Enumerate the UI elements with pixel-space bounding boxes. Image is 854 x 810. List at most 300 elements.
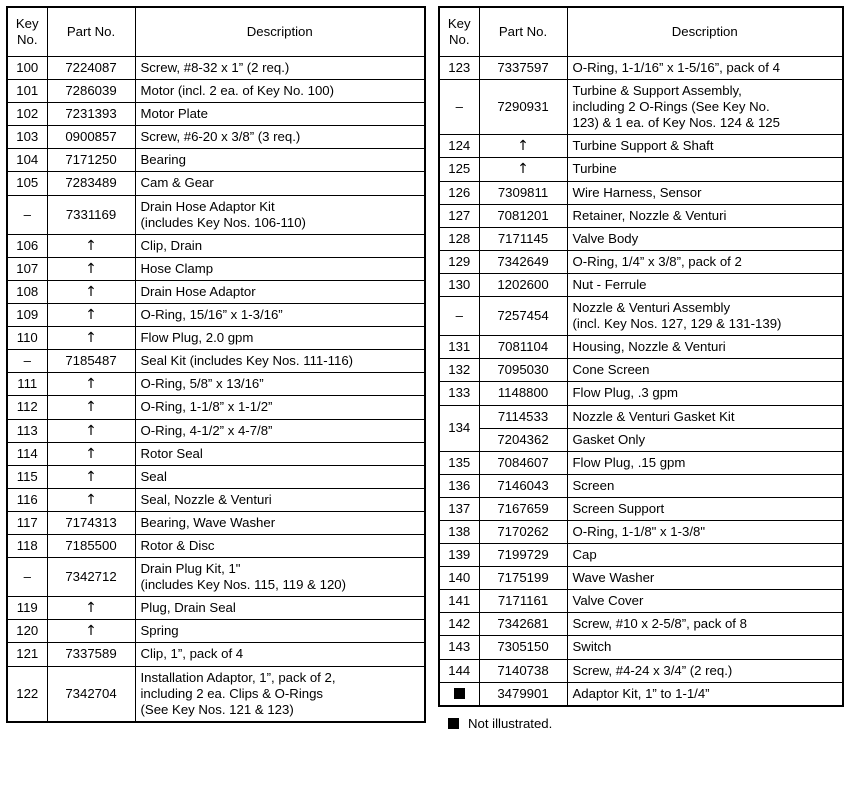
header-key-line1: Key <box>15 15 39 31</box>
part-no-ditto-arrow-icon <box>47 327 135 350</box>
key-no-cell: 124 <box>439 135 479 158</box>
part-no-cell: 7331169 <box>47 195 135 234</box>
table-row <box>7 304 425 327</box>
part-no-cell: 7171145 <box>479 227 567 250</box>
table-row <box>7 597 425 620</box>
description-line: Turbine <box>572 161 617 177</box>
filled-square-icon <box>448 718 459 729</box>
key-no-cell: 113 <box>7 419 47 442</box>
column-header-key-no <box>439 7 479 57</box>
description-cell <box>135 511 425 534</box>
description-cell <box>135 195 425 234</box>
description-line: Valve Cover <box>572 593 644 609</box>
description-line: Clip, Drain <box>140 237 203 253</box>
part-no-cell: 7231393 <box>47 103 135 126</box>
key-no-cell: 119 <box>7 597 47 620</box>
table-row <box>7 511 425 534</box>
up-arrow-icon: ↑ <box>85 376 97 393</box>
header-row <box>439 7 843 57</box>
column-header-description: Description <box>567 7 843 57</box>
description-line: 123) & 1 ea. of Key Nos. 124 & 125 <box>572 115 780 131</box>
description-line: (incl. Key Nos. 127, 129 & 131-139) <box>572 316 782 332</box>
key-no-cell: 114 <box>7 442 47 465</box>
description-cell <box>567 135 843 158</box>
header-key-line2: No. <box>16 32 38 47</box>
description-cell <box>567 613 843 636</box>
key-no-cell: 144 <box>439 659 479 682</box>
description-line: Nut - Ferrule <box>572 276 647 292</box>
table-row <box>7 488 425 511</box>
table-row <box>7 558 425 597</box>
parts-table-left <box>6 6 426 723</box>
table-row <box>439 682 843 706</box>
description-line: (See Key Nos. 121 & 123) <box>140 701 294 717</box>
column-header-key-no <box>7 7 47 57</box>
table-body-left <box>7 57 425 722</box>
table-row <box>7 373 425 396</box>
description-line: Cap <box>572 547 597 563</box>
table-row <box>439 590 843 613</box>
part-no-ditto-arrow-icon <box>47 280 135 303</box>
table-body-right <box>439 57 843 706</box>
description-cell <box>567 497 843 520</box>
description-line: Drain Hose Adaptor <box>140 283 256 299</box>
table-row <box>7 327 425 350</box>
description-line: (includes Key Nos. 106-110) <box>140 214 306 230</box>
description-cell <box>135 488 425 511</box>
description-cell <box>567 405 843 428</box>
footnote-text: Not illustrated. <box>468 715 553 731</box>
key-no-cell: 112 <box>7 396 47 419</box>
description-line: O-Ring, 1-1/8" x 1-3/8" <box>572 523 705 539</box>
key-no-cell: 122 <box>7 666 47 722</box>
part-no-cell: 7204362 <box>479 428 567 451</box>
part-no-cell: 7305150 <box>479 636 567 659</box>
table-row <box>7 234 425 257</box>
part-no-ditto-arrow-icon <box>47 597 135 620</box>
description-cell <box>567 158 843 181</box>
description-line: Bearing, Wave Washer <box>140 514 276 530</box>
key-no-cell: 100 <box>7 57 47 80</box>
key-no-cell: 130 <box>439 273 479 296</box>
description-cell <box>567 204 843 227</box>
key-no-cell: 143 <box>439 636 479 659</box>
description-line: Screen <box>572 477 615 493</box>
description-line: Plug, Drain Seal <box>140 600 236 616</box>
description-cell <box>135 172 425 195</box>
description-line: Flow Plug, .15 gpm <box>572 454 686 470</box>
description-cell <box>135 534 425 557</box>
key-no-cell: 110 <box>7 327 47 350</box>
key-no-cell: 139 <box>439 544 479 567</box>
key-no-cell: 105 <box>7 172 47 195</box>
up-arrow-icon: ↑ <box>85 623 97 640</box>
key-no-cell: 120 <box>7 620 47 643</box>
part-no-cell: 7140738 <box>479 659 567 682</box>
key-no-cell: 106 <box>7 234 47 257</box>
header-key-line1: Key <box>447 15 471 31</box>
description-cell <box>567 590 843 613</box>
table-row <box>439 181 843 204</box>
table-row <box>439 57 843 80</box>
description-line: O-Ring, 4-1/2” x 4-7/8” <box>140 422 273 438</box>
table-row <box>7 534 425 557</box>
part-no-cell: 7171161 <box>479 590 567 613</box>
description-cell <box>135 280 425 303</box>
description-line: Cam & Gear <box>140 175 214 191</box>
description-line: Switch <box>572 639 612 655</box>
table-row <box>439 520 843 543</box>
part-no-cell: 7342704 <box>47 666 135 722</box>
description-line: Adaptor Kit, 1” to 1-1/4” <box>572 685 710 701</box>
description-line: Screw, #10 x 2-5/8”, pack of 8 <box>572 616 747 632</box>
key-no-cell: 102 <box>7 103 47 126</box>
key-no-cell: 137 <box>439 497 479 520</box>
part-no-cell: 7185487 <box>47 350 135 373</box>
description-line: Retainer, Nozzle & Venturi <box>572 207 727 223</box>
description-cell <box>567 382 843 405</box>
description-line: Valve Body <box>572 230 639 246</box>
description-cell <box>567 682 843 706</box>
description-line: Installation Adaptor, 1”, pack of 2, <box>140 669 336 685</box>
table-row <box>439 613 843 636</box>
part-no-cell: 7175199 <box>479 567 567 590</box>
table-row <box>7 257 425 280</box>
description-cell <box>567 474 843 497</box>
description-line: Seal Kit (includes Key Nos. 111-116) <box>140 353 354 369</box>
description-line: Screw, #8-32 x 1” (2 req.) <box>140 60 290 75</box>
description-cell <box>567 80 843 135</box>
description-cell <box>135 327 425 350</box>
up-arrow-icon: ↑ <box>85 445 97 462</box>
table-row <box>7 666 425 722</box>
column-header-part-no: Part No. <box>47 7 135 57</box>
table-row <box>7 149 425 172</box>
description-line: O-Ring, 1-1/16” x 1-5/16”, pack of 4 <box>572 60 780 75</box>
part-no-ditto-arrow-icon <box>47 419 135 442</box>
description-cell <box>567 544 843 567</box>
description-cell <box>135 234 425 257</box>
description-cell <box>135 373 425 396</box>
description-cell <box>567 227 843 250</box>
description-cell <box>567 181 843 204</box>
up-arrow-icon: ↑ <box>85 468 97 485</box>
table-row <box>439 382 843 405</box>
part-no-cell: 7283489 <box>47 172 135 195</box>
part-no-cell: 7171250 <box>47 149 135 172</box>
up-arrow-icon: ↑ <box>517 138 529 155</box>
table-row <box>439 158 843 181</box>
filled-square-icon <box>454 688 465 699</box>
key-no-cell: 128 <box>439 227 479 250</box>
description-line: Seal, Nozzle & Venturi <box>140 491 272 507</box>
description-line: Gasket Only <box>572 431 646 447</box>
description-line: Screw, #4-24 x 3/4” (2 req.) <box>572 662 733 678</box>
description-line: Bearing <box>140 152 186 168</box>
table-row <box>439 336 843 359</box>
parts-table-right <box>438 6 844 707</box>
key-no-cell: 121 <box>7 643 47 666</box>
part-no-ditto-arrow-icon <box>47 488 135 511</box>
key-no-cell: 101 <box>7 80 47 103</box>
description-cell <box>135 465 425 488</box>
key-no-cell: 115 <box>7 465 47 488</box>
up-arrow-icon: ↑ <box>85 399 97 416</box>
part-no-cell: 1148800 <box>479 382 567 405</box>
key-no-cell: 135 <box>439 451 479 474</box>
description-line: including 2 O-Rings (See Key No. <box>572 99 770 115</box>
description-cell <box>567 520 843 543</box>
table-row <box>439 636 843 659</box>
description-cell <box>135 57 425 80</box>
table-row <box>7 80 425 103</box>
part-no-ditto-arrow-icon <box>47 304 135 327</box>
part-no-ditto-arrow-icon <box>47 373 135 396</box>
part-no-cell: 7167659 <box>479 497 567 520</box>
description-cell <box>567 57 843 80</box>
up-arrow-icon: ↑ <box>85 260 97 277</box>
part-no-cell: 7170262 <box>479 520 567 543</box>
part-no-cell: 7081201 <box>479 204 567 227</box>
description-line: Drain Hose Adaptor Kit <box>140 198 275 214</box>
description-cell <box>567 659 843 682</box>
key-no-cell: 129 <box>439 250 479 273</box>
description-cell <box>135 80 425 103</box>
footnote-not-illustrated <box>448 716 844 731</box>
column-header-part-no: Part No. <box>479 7 567 57</box>
part-no-cell: 7257454 <box>479 297 567 336</box>
key-no-cell: 138 <box>439 520 479 543</box>
header-row <box>7 7 425 57</box>
key-no-not-illustrated-marker <box>439 682 479 706</box>
table-row <box>7 57 425 80</box>
description-cell <box>135 126 425 149</box>
part-no-cell: 1202600 <box>479 273 567 296</box>
key-no-cell: 116 <box>7 488 47 511</box>
description-cell <box>567 359 843 382</box>
description-line: Housing, Nozzle & Venturi <box>572 339 726 355</box>
part-no-cell: 7224087 <box>47 57 135 80</box>
table-row <box>439 250 843 273</box>
part-no-cell: 7199729 <box>479 544 567 567</box>
table-row <box>439 227 843 250</box>
part-no-cell: 7342649 <box>479 250 567 273</box>
description-cell <box>567 273 843 296</box>
table-row <box>7 419 425 442</box>
description-cell <box>135 597 425 620</box>
description-line: O-Ring, 1-1/8” x 1-1/2” <box>140 399 273 415</box>
table-row <box>7 280 425 303</box>
table-row <box>7 103 425 126</box>
part-no-ditto-arrow-icon <box>47 234 135 257</box>
key-no-cell: 107 <box>7 257 47 280</box>
table-row <box>7 465 425 488</box>
description-cell <box>135 257 425 280</box>
table-header-right <box>439 7 843 57</box>
key-no-cell: 141 <box>439 590 479 613</box>
description-cell <box>567 636 843 659</box>
part-no-cell: 7146043 <box>479 474 567 497</box>
part-no-cell: 7185500 <box>47 534 135 557</box>
description-cell <box>135 149 425 172</box>
key-no-cell: 127 <box>439 204 479 227</box>
key-no-cell: 111 <box>7 373 47 396</box>
part-no-cell: 7286039 <box>47 80 135 103</box>
part-no-cell: 7114533 <box>479 405 567 428</box>
description-cell <box>567 428 843 451</box>
part-no-cell: 7081104 <box>479 336 567 359</box>
table-row <box>439 204 843 227</box>
description-line: Cone Screen <box>572 362 650 378</box>
table-row <box>7 643 425 666</box>
key-no-cell: 108 <box>7 280 47 303</box>
key-no-cell: 103 <box>7 126 47 149</box>
description-line: Motor (incl. 2 ea. of Key No. 100) <box>140 83 335 99</box>
key-no-cell: 118 <box>7 534 47 557</box>
description-line: Motor Plate <box>140 106 208 122</box>
key-no-cell: – <box>7 350 47 373</box>
description-line: Wire Harness, Sensor <box>572 184 702 200</box>
key-no-cell: 134 <box>439 405 479 451</box>
part-no-cell: 7342681 <box>479 613 567 636</box>
header-key-line2: No. <box>448 32 470 47</box>
key-no-cell: 133 <box>439 382 479 405</box>
key-no-cell: 117 <box>7 511 47 534</box>
part-no-ditto-arrow-icon <box>47 465 135 488</box>
description-cell <box>135 350 425 373</box>
description-line: Seal <box>140 468 167 484</box>
description-cell <box>135 396 425 419</box>
part-no-cell: 7342712 <box>47 558 135 597</box>
description-line: Hose Clamp <box>140 260 214 276</box>
table-header-left <box>7 7 425 57</box>
part-no-cell: 7095030 <box>479 359 567 382</box>
description-cell <box>135 620 425 643</box>
table-row <box>439 405 843 428</box>
description-line: O-Ring, 5/8” x 13/16” <box>140 376 264 392</box>
table-row <box>439 135 843 158</box>
key-no-cell: – <box>7 558 47 597</box>
table-row <box>7 396 425 419</box>
left-table-wrap <box>6 6 426 723</box>
description-cell <box>135 643 425 666</box>
description-line: including 2 ea. Clips & O-Rings <box>140 685 324 701</box>
table-row <box>439 567 843 590</box>
table-row <box>7 172 425 195</box>
table-row <box>439 273 843 296</box>
part-no-ditto-arrow-icon <box>479 158 567 181</box>
part-no-cell: 7337589 <box>47 643 135 666</box>
description-cell <box>135 419 425 442</box>
key-no-cell: 125 <box>439 158 479 181</box>
table-row <box>439 544 843 567</box>
part-no-ditto-arrow-icon <box>47 396 135 419</box>
key-no-cell: 131 <box>439 336 479 359</box>
description-line: Drain Plug Kit, 1" <box>140 561 241 577</box>
key-no-cell: – <box>439 297 479 336</box>
table-row <box>439 297 843 336</box>
description-line: (includes Key Nos. 115, 119 & 120) <box>140 577 346 593</box>
column-header-description: Description <box>135 7 425 57</box>
table-row <box>439 474 843 497</box>
part-no-cell: 7337597 <box>479 57 567 80</box>
up-arrow-icon: ↑ <box>85 600 97 617</box>
description-cell <box>567 336 843 359</box>
table-row <box>7 126 425 149</box>
key-no-cell: 142 <box>439 613 479 636</box>
part-no-cell: 7290931 <box>479 80 567 135</box>
table-row <box>439 359 843 382</box>
key-no-cell: 104 <box>7 149 47 172</box>
description-line: Turbine Support & Shaft <box>572 138 714 154</box>
description-line: Rotor & Disc <box>140 537 215 553</box>
up-arrow-icon: ↑ <box>85 283 97 300</box>
part-no-cell: 3479901 <box>479 682 567 706</box>
part-no-ditto-arrow-icon <box>479 135 567 158</box>
key-no-cell: 126 <box>439 181 479 204</box>
description-cell <box>135 304 425 327</box>
description-line: Spring <box>140 623 179 639</box>
key-no-cell: – <box>7 195 47 234</box>
description-line: Clip, 1”, pack of 4 <box>140 646 244 662</box>
table-row <box>7 442 425 465</box>
description-cell <box>135 558 425 597</box>
description-cell <box>567 567 843 590</box>
part-no-ditto-arrow-icon <box>47 442 135 465</box>
key-no-cell: 136 <box>439 474 479 497</box>
table-row <box>7 350 425 373</box>
key-no-cell: 140 <box>439 567 479 590</box>
table-row <box>7 195 425 234</box>
description-line: Wave Washer <box>572 570 655 586</box>
description-line: Nozzle & Venturi Gasket Kit <box>572 408 735 424</box>
table-row <box>439 428 843 451</box>
up-arrow-icon: ↑ <box>85 491 97 508</box>
table-row <box>7 620 425 643</box>
part-no-ditto-arrow-icon <box>47 257 135 280</box>
description-line: Rotor Seal <box>140 445 203 461</box>
up-arrow-icon: ↑ <box>85 237 97 254</box>
description-cell <box>567 297 843 336</box>
description-cell <box>567 250 843 273</box>
key-no-cell: 132 <box>439 359 479 382</box>
description-cell <box>135 666 425 722</box>
description-cell <box>135 442 425 465</box>
description-line: O-Ring, 15/16” x 1-3/16” <box>140 307 283 323</box>
description-line: Screen Support <box>572 500 665 516</box>
part-no-cell: 7174313 <box>47 511 135 534</box>
up-arrow-icon: ↑ <box>85 307 97 324</box>
table-row <box>439 451 843 474</box>
description-line: Screw, #6-20 x 3/8” (3 req.) <box>140 129 301 145</box>
key-no-cell: 109 <box>7 304 47 327</box>
description-line: Flow Plug, 2.0 gpm <box>140 330 254 346</box>
up-arrow-icon: ↑ <box>85 330 97 347</box>
description-line: Flow Plug, .3 gpm <box>572 385 679 401</box>
key-no-cell: 123 <box>439 57 479 80</box>
description-cell <box>135 103 425 126</box>
description-cell <box>567 451 843 474</box>
part-no-cell: 7309811 <box>479 181 567 204</box>
part-no-cell: 0900857 <box>47 126 135 149</box>
table-row <box>439 497 843 520</box>
part-no-ditto-arrow-icon <box>47 620 135 643</box>
table-row <box>439 80 843 135</box>
part-no-cell: 7084607 <box>479 451 567 474</box>
up-arrow-icon: ↑ <box>85 422 97 439</box>
description-line: Nozzle & Venturi Assembly <box>572 300 731 316</box>
right-table-wrap <box>438 6 844 731</box>
